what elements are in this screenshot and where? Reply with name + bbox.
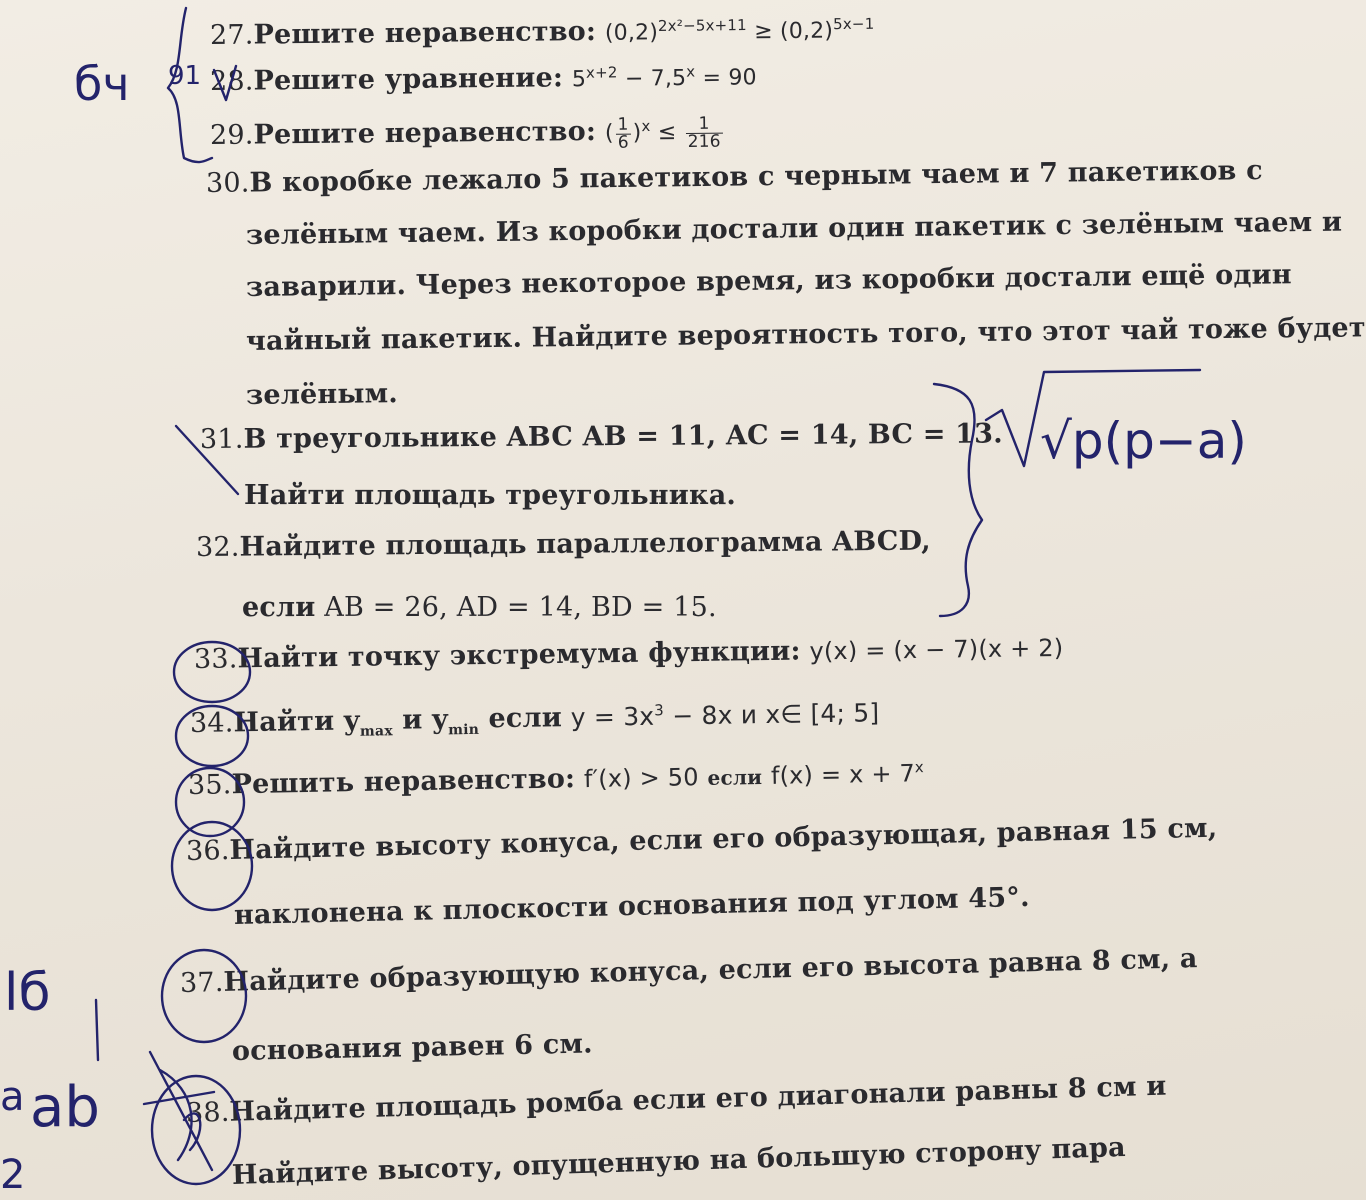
hand-note-left-4: 2 <box>0 1152 26 1198</box>
problem-number: 28. <box>209 65 254 97</box>
math-expression: y(x) = (x − 7)(x + 2) <box>809 633 1064 666</box>
problem-number: 27. <box>209 19 254 51</box>
tick-28 <box>214 66 236 100</box>
problem-30-line-5: зелёным. <box>245 378 399 411</box>
problem-label: Найти $y_{max}$ и $y_{min}$ если <box>233 702 563 740</box>
problem-30-line-3: заварили. Через некоторое время, из коробки достали ещё один <box>245 259 1292 303</box>
problem-37-line-2: основания равен 6 см. <box>231 1028 594 1067</box>
problem-number: 32. <box>195 531 240 563</box>
problem-number: 36. <box>185 835 230 867</box>
problem-number: 35. <box>187 769 232 801</box>
brace-31-32 <box>934 384 982 616</box>
circle-38 <box>152 1076 240 1184</box>
problem-30-line-4: чайный пакетик. Найдите вероятность того, что этот чай тоже будет <box>245 312 1366 357</box>
problem-text: Найдите высоту конуса, если его образующая, равная 15 см, <box>229 812 1218 867</box>
hand-note-left-1: lб <box>4 963 51 1023</box>
problem-text: В треугольнике ABC AB = 11, AC = 14, BC = 13. <box>243 418 1003 455</box>
problem-text: Найдите площадь параллелограмма ABCD, <box>239 525 931 563</box>
problem-number: 33. <box>193 643 238 675</box>
math-expression-2: $f(x) = x + 7^x$ <box>770 758 925 790</box>
problem-text: Найдите площадь ромба если его диагонали равны 8 см и <box>229 1070 1167 1128</box>
math-expression: $(0,2)^{2x^2-5x+11} \ge (0,2)^{5x-1}$ <box>604 14 875 46</box>
condition-word: если <box>707 764 763 790</box>
problem-label: Решить неравенство: <box>231 763 576 801</box>
problem-number: 37. <box>179 966 224 999</box>
problem-label: Решите неравенство: <box>253 115 597 151</box>
circle-35 <box>176 768 244 836</box>
problem-number: 31. <box>199 423 244 455</box>
circle-37 <box>162 950 246 1042</box>
problem-label: Решите неравенство: <box>253 15 597 51</box>
hand-stroke-left <box>96 1000 98 1060</box>
problem-39-partial: Найдите высоту, опущенную на большую сторону пара <box>231 1131 1127 1191</box>
problem-30-line-2: зелёным чаем. Из коробки достали один пакетик с зелёным чаем и <box>245 206 1343 251</box>
math-expression: ( $\frac{1}{6}$ )$^x$ ≤ $\frac{1}{216}$ <box>604 113 721 153</box>
math-expression: f′(x) > 50 <box>583 763 699 794</box>
problem-32-line-2: если AB = 26, AD = 14, BD = 15. <box>242 592 717 623</box>
problem-text: В коробке лежало 5 пакетиков с черным чаем и 7 пакетиков с <box>249 155 1263 199</box>
hand-formula: √p(p−a) <box>1040 412 1247 470</box>
hand-note-top: бч <box>74 57 130 111</box>
slash-31 <box>176 426 238 494</box>
math-expression: $5^{x+2} - 7,5^x = 90$ <box>571 62 757 93</box>
problem-label: Найти точку экстремума функции: <box>237 635 801 675</box>
hand-note-left-2: ab <box>30 1075 100 1140</box>
problem-31-line-2: Найти площадь треугольника. <box>244 480 736 511</box>
problem-number: 29. <box>209 119 254 151</box>
problem-number: 38. <box>185 1096 230 1129</box>
circle-34 <box>176 706 248 766</box>
hand-note-top-small: 91 <box>168 61 202 91</box>
problem-36-line-2: наклонена к плоскости основания под углом 45°. <box>233 881 1030 931</box>
circle-33 <box>174 642 250 702</box>
problem-number: 30. <box>205 167 250 199</box>
math-expression: $y = 3x^3 - 8x$ и x∈ [4; 5] <box>570 698 880 733</box>
problem-number: 34. <box>189 707 234 739</box>
hand-note-left-3: a <box>0 1074 25 1120</box>
problem-label: Решите уравнение: <box>253 62 564 97</box>
problem-text: Найдите образующую конуса, если его высота равна 8 см, а <box>223 943 1198 998</box>
